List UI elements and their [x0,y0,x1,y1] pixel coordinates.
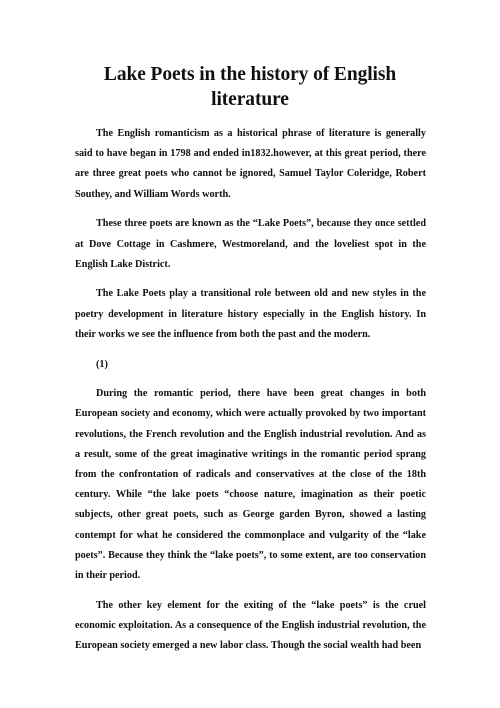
document-body [75,124,426,666]
paragraph-transitional-role: The Lake Poets play a transitional role between old and new styles in the poetry development in literature history especially in the English history. In their works we see the influence from both the past and the modern. [75,288,426,340]
section-number: (1) [96,358,108,370]
paragraph-lake-poets-name: These three poets are known as the “Lake Poets”, because they once settled at Dove Cottage in Cashmere, Westmoreland, and the loveliest spot in the English Lake District. [75,218,426,270]
paragraph-economic-exploitation: The other key element for the exiting of the “lake poets” is the cruel economic exploitation. As a consequence of the English industrial revolution, the European society emerged a new labor class. Though the social wealth had been [75,599,426,652]
document-title: Lake Poets in the history of English literature [103,64,397,110]
paragraph-intro: The English romanticism as a historical phrase of literature is generally said to have began in 1798 and ended in1832.however, at this great period, there are three great poets who cannot be ignored, Samuel Taylor Coleridge, Robert Southey, and William Words worth. [75,128,426,200]
paragraph-romantic-period: During the romantic period, there have been great changes in both European society and economy, which were actually provoked by two important revolutions, the French revolution and the English industrial revolution. And as a result, some of the great imaginative writings in the romantic period sprang from the confrontation of radicals and conservatives at the close of the 18th century. While “the lake poets “choose nature, imagination as their poetic subjects, other great poets, such as George garden Byron, showed a lasting contempt for what he considered the commonplace and vulgarity of the “lake poets”. Because they think the “lake poets”, to some extent, are too conservation in their period. [75,388,426,582]
